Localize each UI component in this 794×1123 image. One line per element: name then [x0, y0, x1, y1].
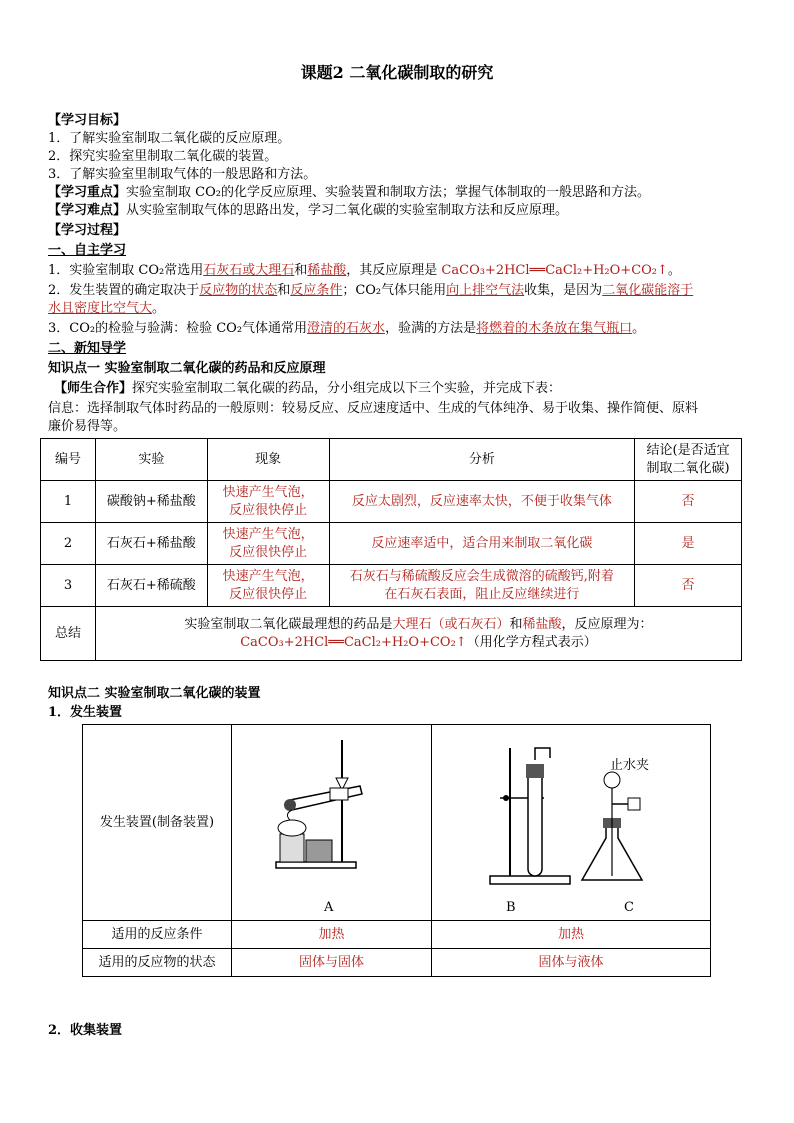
section-new-knowledge: 二、新知导学 [48, 341, 127, 356]
process-heading: 【学习过程】 [48, 223, 127, 238]
question-1: 1．实验室制取 CO₂常选用石灰石或大理石和稀盐酸，其反应原理是 CaCO₃+2HCl══CaCl₂+H₂O+CO₂↑。 [48, 263, 681, 278]
table-header-row [41, 439, 742, 481]
info-line-1: 信息：选择制取气体时药品的一般原则：较易反应、反应速度适中、生成的气体纯净、易于收集、操作简便、原料 [48, 401, 699, 416]
heating-apparatus-figure [232, 730, 430, 910]
goals-heading: 【学习目标】 [48, 113, 127, 128]
figure-bc-cell [431, 725, 710, 921]
summary-row: 总结 实验室制取二氧化碳最理想的药品是大理石（或石灰石）和稀盐酸，反应原理为： CaCO₃+2HCl══CaCl₂+H₂O+CO₂↑（用化学方程式表示） [41, 607, 742, 661]
knowledge-point-1: 知识点一 实验室制取二氧化碳的药品和反应原理 [48, 361, 326, 376]
figure-a-cell [232, 725, 432, 921]
clamp-label: 止水夹 [609, 758, 649, 773]
header-conclusion: 结论(是否适宜 制取二氧化碳) [635, 439, 742, 481]
question-2: 2．发生装置的确定取决于反应物的状态和反应条件；CO₂气体只能用向上排空气法收集，是因为二氧化碳能溶于 [48, 283, 694, 298]
apparatus-label: 发生装置(制备装置) [83, 725, 232, 921]
difficulty-line: 【学习难点】从实验室制取气体的思路出发，学习二氧化碳的实验室制取方法和反应原理。 [48, 203, 569, 218]
subheading-generator: 1．发生装置 [48, 705, 123, 720]
question-3: 3．CO₂的检验与验满：检验 CO₂气体通常用澄清的石灰水，验满的方法是将燃着的木条放在集气瓶口。 [48, 321, 646, 336]
figure-c-label: C [623, 900, 634, 915]
reagent-table [40, 438, 742, 661]
goal-item: 1．了解实验室制取二氧化碳的反应原理。 [48, 131, 291, 146]
liquid-solid-apparatus-figure [432, 730, 710, 910]
state-row: 适用的反应物的状态 固体与固体 固体与液体 [83, 949, 711, 977]
goal-item: 3．了解实验室里制取气体的一般思路和方法。 [48, 167, 317, 182]
apparatus-table [82, 724, 711, 977]
condition-row: 适用的反应条件 加热 加热 [83, 921, 711, 949]
table-row: 1 碳酸钠+稀盐酸 快速产生气泡， 反应很快停止 反应太剧烈，反应速率太快，不便于收集气体 否 [41, 481, 742, 523]
header-number: 编号 [41, 439, 96, 481]
header-analysis: 分析 [329, 439, 635, 481]
section-self-study: 一、自主学习 [48, 243, 127, 258]
page-title: 课题2 二氧化碳制取的研究 [300, 63, 494, 82]
header-experiment: 实验 [95, 439, 207, 481]
header-phenomenon: 现象 [207, 439, 329, 481]
cooperation-line: 【师生合作】探究实验室制取二氧化碳的药品，分小组完成以下三个实验，并完成下表： [54, 381, 562, 396]
figure-a-label: A [324, 900, 334, 915]
info-line-2: 廉价易得等。 [48, 419, 127, 434]
table-row: 3 石灰石+稀硫酸 快速产生气泡， 反应很快停止 石灰石与稀硫酸反应会生成微溶的硫酸钙,附着 在石灰石表面，阻止反应继续进行 否 [41, 565, 742, 607]
question-2-cont: 水且密度比空气大。 [48, 301, 166, 316]
key-point-line: 【学习重点】实验室制取 CO₂的化学反应原理、实验装置和制取方法；掌握气体制取的一般思路和方法。 [48, 185, 650, 200]
goal-item: 2．探究实验室里制取二氧化碳的装置。 [48, 149, 278, 164]
table-row: 2 石灰石+稀盐酸 快速产生气泡， 反应很快停止 反应速率适中，适合用来制取二氧化碳 是 [41, 523, 742, 565]
knowledge-point-2: 知识点二 实验室制取二氧化碳的装置 [48, 686, 261, 701]
figure-b-label: B [505, 900, 516, 915]
subheading-collector: 2．收集装置 [48, 1023, 123, 1038]
